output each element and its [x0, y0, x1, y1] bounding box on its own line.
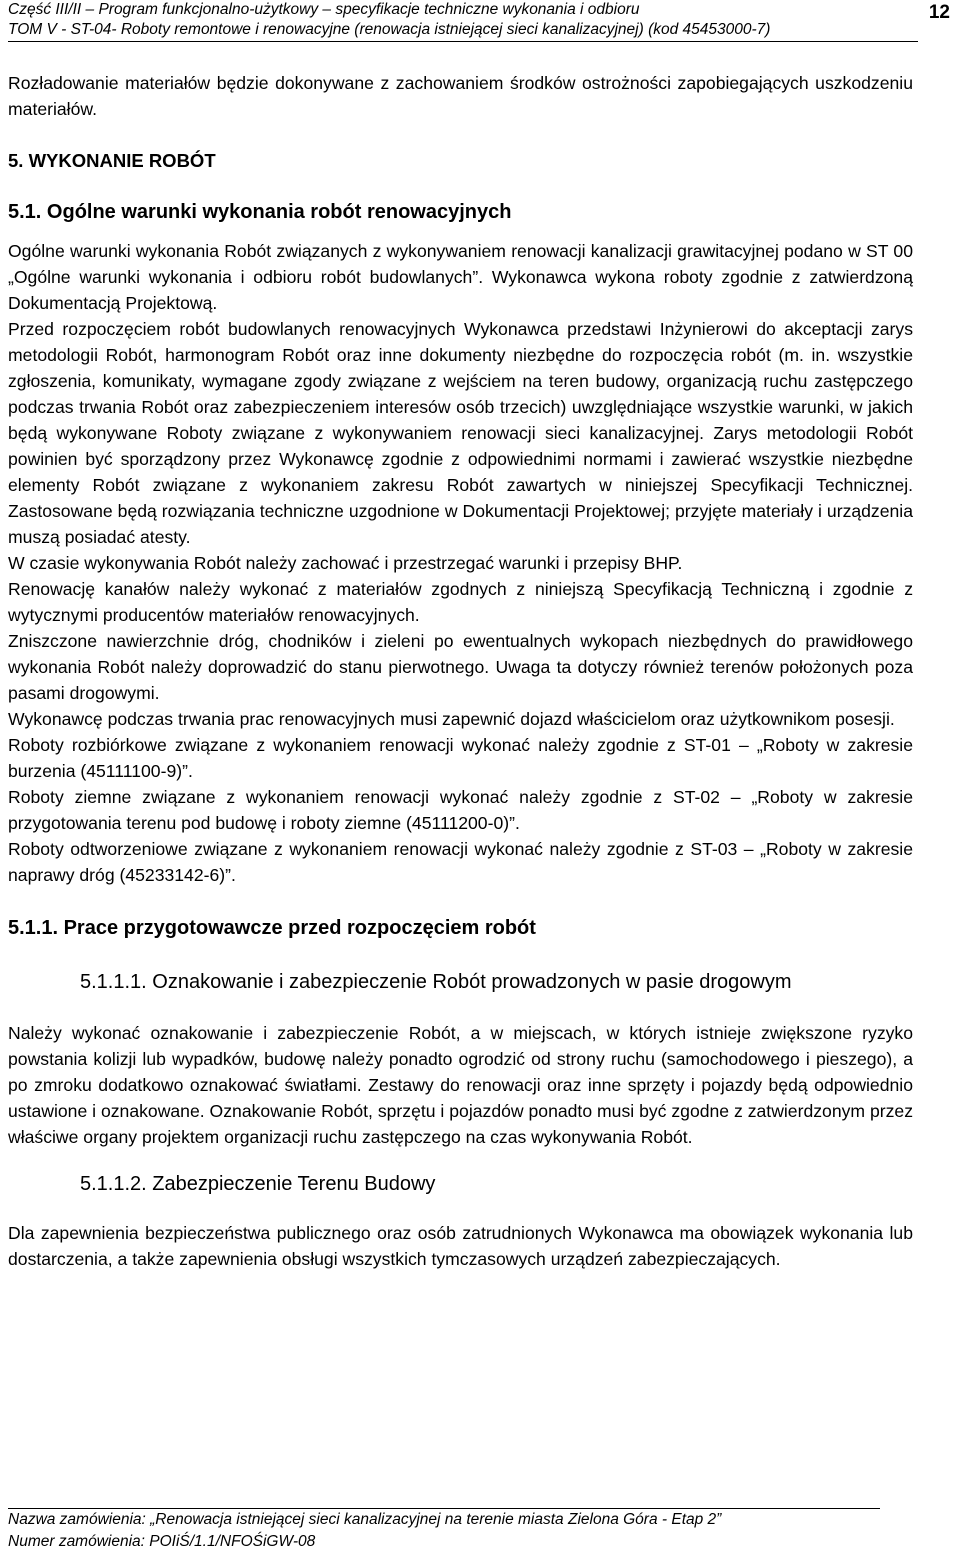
subsubsubsection-heading: 5.1.1.1. Oznakowanie i zabezpieczenie Robót prowadzonych w pasie drogowym [80, 971, 792, 993]
subsubsection-heading: 5.1.1. Prace przygotowawcze przed rozpoczęciem robót [8, 917, 536, 939]
subsubsubsection-heading: 5.1.1.2. Zabezpieczenie Terenu Budowy [80, 1173, 436, 1195]
paragraph: Należy wykonać oznakowanie i zabezpieczenie Robót, a w miejscach, w których istnieje zwiększone ryzyko powstania kolizji lub wypadków, budowę należy ponadto ogrodzić od strony ruchu (samochodowego i pieszego), a po zmroku dodatkowo oznakować światłami. Zestawy do renowacji oraz inne sprzęty i pojazdy będą odpowiednio ustawione i oznakowane. Oznakowanie Robót, sprzętu i pojazdów ponadto musi być zgodne z zatwierdzonym przez właściwe organy projektem organizacji ruchu zastępczego na czas wykonywania Robót. [8, 1023, 913, 1147]
paragraph: W czasie wykonywania Robót należy zachować i przestrzegać warunki i przepisy BHP. [8, 553, 683, 573]
paragraph: Roboty rozbiórkowe związane z wykonaniem renowacji wykonać należy zgodnie z ST-01 – „Roboty w zakresie burzenia (45111100-9)”. [8, 735, 913, 781]
footer-line-2: Numer zamówienia: POIiŚ/1.1/NFOŚiGW-08 [8, 1533, 316, 1550]
page-header [8, 0, 908, 42]
paragraph: Ogólne warunki wykonania Robót związanych z wykonywaniem renowacji kanalizacji grawitacyjnej podano w ST 00 „Ogólne warunki wykonania i odbioru robót budowlanych”. Wykonawca wykona roboty zgodnie z zatwierdzoną Dokumentacją Projektową. [8, 241, 913, 313]
paragraph: Rozładowanie materiałów będzie dokonywane z zachowaniem środków ostrożności zapobiegających uszkodzeniu materiałów. [8, 73, 913, 119]
subsection-heading: 5.1. Ogólne warunki wykonania robót renowacyjnych [8, 201, 512, 223]
section-heading: 5. WYKONANIE ROBÓT [8, 150, 216, 171]
paragraph: Dla zapewnienia bezpieczeństwa publicznego oraz osób zatrudnionych Wykonawca ma obowiązek wykonania lub dostarczenia, a także zapewnienia obsługi wszystkich tymczasowych urządzeń zabezpieczających. [8, 1223, 913, 1269]
page-footer [8, 1508, 918, 1553]
document-body [8, 70, 913, 1272]
header-line-1: Część III/II – Program funkcjonalno-użytkowy – specyfikacje techniczne wykonania i odbioru [8, 1, 640, 18]
page-number: 12 [928, 2, 950, 23]
paragraph: Roboty odtworzeniowe związane z wykonaniem renowacji wykonać należy zgodnie z ST-03 – „Roboty w zakresie naprawy dróg (45233142-6)”. [8, 839, 913, 885]
paragraph: Roboty ziemne związane z wykonaniem renowacji wykonać należy zgodnie z ST-02 – „Roboty w zakresie przygotowania terenu pod budowę i roboty ziemne (45111200-0)”. [8, 787, 913, 833]
paragraph: Zniszczone nawierzchnie dróg, chodników i zieleni po ewentualnych wykopach niezbędnych do prawidłowego wykonania Robót należy doprowadzić do stanu pierwotnego. Uwaga ta dotyczy również terenów położonych poza pasami drogowymi. [8, 631, 913, 703]
footer-line-1: Nazwa zamówienia: „Renowacja istniejącej sieci kanalizacyjnej na terenie miasta Zielona Góra - Etap 2” [8, 1511, 722, 1528]
paragraph: Renowację kanałów należy wykonać z materiałów zgodnych z niniejszą Specyfikacją Techniczną i zgodnie z wytycznymi producentów materiałów renowacyjnych. [8, 579, 913, 625]
header-rule [8, 41, 918, 42]
paragraph: Przed rozpoczęciem robót budowlanych renowacyjnych Wykonawca przedstawi Inżynierowi do akceptacji zarys metodologii Robót, harmonogram Robót oraz inne dokumenty niezbędne do rozpoczęcia robót (m. in. wszystkie zgłoszenia, komunikaty, wymagane zgody związane z wejściem na teren budowy, organizacją ruchu zastępczego podczas trwania Robót oraz zabezpieczeniem interesów osób trzecich) uwzględniające wszystkie warunki, w jakich będą wykonywane Roboty związane z wykonywaniem renowacji sieci kanalizacyjnej. Zarys metodologii Robót powinien być sporządzony przez Wykonawcę zgodnie z odpowiednimi normami i zawierać wszystkie niezbędne elementy Robót związane z wykonaniem zakresu Robót zawartych w niniejszej Specyfikacji Technicznej. Zastosowane będą rozwiązania techniczne uzgodnione w Dokumentacji Projektowej; przyjęte materiały i urządzenia muszą posiadać atesty. [8, 319, 913, 547]
header-line-2: TOM V - ST-04- Roboty remontowe i renowacyjne (renowacja istniejącej sieci kanalizacyjnej) (kod 45453000-7) [8, 21, 771, 38]
paragraph: Wykonawcę podczas trwania prac renowacyjnych musi zapewnić dojazd właścicielom oraz użytkownikom posesji. [8, 709, 895, 729]
